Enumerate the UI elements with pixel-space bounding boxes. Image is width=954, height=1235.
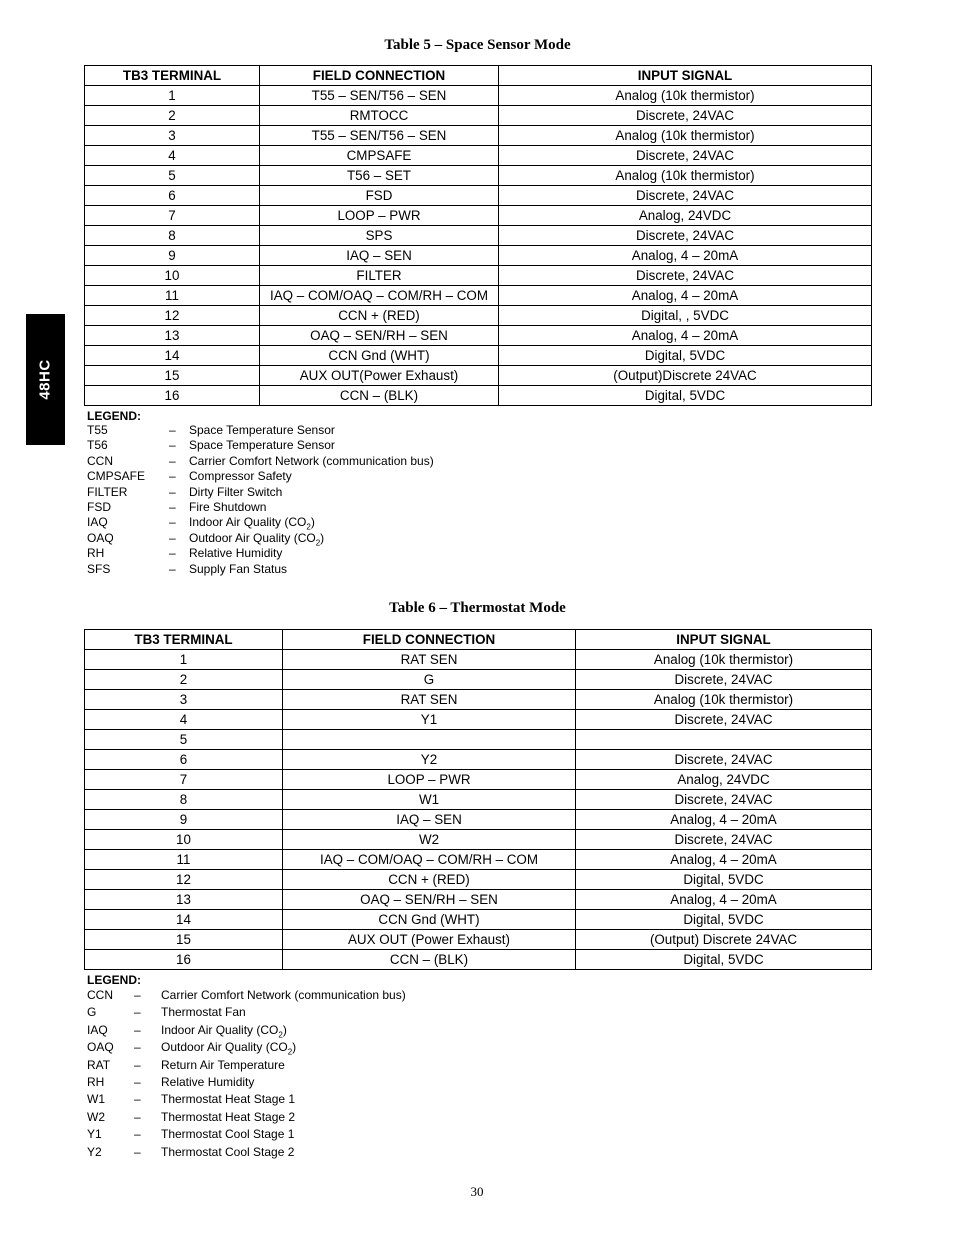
legend-description-text: Return Air Temperature [161, 1057, 285, 1072]
table-cell: 15 [85, 930, 283, 950]
section-tab [26, 314, 65, 445]
table-cell: 4 [85, 146, 260, 166]
legend-dash: – [169, 561, 176, 576]
table-cell: Discrete, 24VAC [499, 266, 872, 286]
legend-description-text: Outdoor Air Quality (CO [189, 530, 316, 545]
table-row [85, 146, 872, 166]
table-cell: 14 [85, 910, 283, 930]
table-row [85, 106, 872, 126]
column-header: TB3 TERMINAL [85, 630, 283, 650]
table6-title: Table 6 – Thermostat Mode [389, 600, 566, 616]
legend-subscript: 2 [287, 1047, 293, 1057]
legend-description [189, 515, 315, 531]
table-cell: OAQ – SEN/RH – SEN [283, 890, 576, 910]
table-cell: Digital, 5VDC [576, 910, 872, 930]
table-cell: 13 [85, 326, 260, 346]
table-row [85, 950, 872, 970]
table-row [85, 850, 872, 870]
table-row [85, 166, 872, 186]
legend-abbreviation: SFS [87, 561, 111, 576]
table-cell: 4 [85, 710, 283, 730]
legend-dash: – [169, 438, 176, 453]
table-cell: 9 [85, 246, 260, 266]
legend-description-text: Carrier Comfort Network (communication bus) [189, 453, 434, 468]
table-cell [576, 730, 872, 750]
table-cell: W2 [283, 830, 576, 850]
table-row [85, 870, 872, 890]
table-row [85, 910, 872, 930]
legend-dash: – [169, 423, 176, 437]
table-cell: OAQ – SEN/RH – SEN [260, 326, 499, 346]
legend-abbreviation: FSD [87, 499, 111, 514]
table5-space-sensor-mode [84, 65, 872, 406]
table-cell: 1 [85, 650, 283, 670]
table-cell: 10 [85, 266, 260, 286]
table-cell: FSD [260, 186, 499, 206]
legend-abbreviation: OAQ [87, 1040, 114, 1055]
table-row [85, 326, 872, 346]
legend-abbreviation: IAQ [87, 515, 108, 530]
legend-description [161, 1023, 287, 1039]
table-row [85, 690, 872, 710]
table-cell: IAQ – SEN [283, 810, 576, 830]
legend-description-text: Relative Humidity [161, 1074, 255, 1089]
table-cell: 6 [85, 186, 260, 206]
legend-description [189, 500, 266, 514]
table-cell: 14 [85, 346, 260, 366]
table-cell: RAT SEN [283, 690, 576, 710]
table-cell: 10 [85, 830, 283, 850]
legend-dash: – [169, 546, 176, 561]
legend-description-text: Relative Humidity [189, 546, 283, 561]
table-cell: Discrete, 24VAC [576, 710, 872, 730]
table-cell: Y1 [283, 710, 576, 730]
table-cell: Analog, 4 – 20mA [499, 286, 872, 306]
table-cell: SPS [260, 226, 499, 246]
table-cell: Analog, 4 – 20mA [499, 246, 872, 266]
legend-description [161, 1110, 295, 1124]
table-cell: 5 [85, 730, 283, 750]
table-cell: FILTER [260, 266, 499, 286]
legend-description-tail: ) [282, 1022, 287, 1037]
legend-description-text: Thermostat Cool Stage 1 [161, 1127, 295, 1142]
legend-dash: – [134, 1040, 141, 1055]
legend-abbreviation: W1 [87, 1092, 105, 1107]
legend-description-text: Indoor Air Quality (CO [189, 515, 307, 530]
table-cell: Discrete, 24VAC [499, 106, 872, 126]
table-cell: Digital, 5VDC [576, 950, 872, 970]
column-header: FIELD CONNECTION [283, 630, 576, 650]
table-cell: 2 [85, 670, 283, 690]
table-row [85, 246, 872, 266]
legend-dash: – [169, 515, 176, 530]
table-cell: IAQ – COM/OAQ – COM/RH – COM [260, 286, 499, 306]
page-number: 30 [470, 1184, 484, 1199]
table-cell: Y2 [283, 750, 576, 770]
table-cell: Analog (10k thermistor) [576, 650, 872, 670]
table-cell: 3 [85, 690, 283, 710]
table-cell: 11 [85, 286, 260, 306]
legend-dash: – [134, 1109, 141, 1124]
table-cell: 11 [85, 850, 283, 870]
legend-description [161, 988, 406, 1002]
legend-description [161, 1058, 285, 1072]
table-cell: 5 [85, 166, 260, 186]
table-cell: Discrete, 24VAC [576, 830, 872, 850]
table-cell: Analog, 4 – 20mA [576, 810, 872, 830]
table-cell: Discrete, 24VAC [499, 186, 872, 206]
table-cell: 6 [85, 750, 283, 770]
legend-abbreviation: Y2 [87, 1144, 102, 1159]
table-cell: Analog, 4 – 20mA [576, 890, 872, 910]
table-cell: T55 – SEN/T56 – SEN [260, 126, 499, 146]
table-row [85, 710, 872, 730]
section-tab-label: 48HC [37, 359, 55, 400]
legend-description-text: Space Temperature Sensor [189, 438, 335, 453]
table-row [85, 670, 872, 690]
legend-subscript: 2 [278, 1030, 283, 1040]
table-row [85, 126, 872, 146]
table-row [85, 890, 872, 910]
table-cell: 8 [85, 790, 283, 810]
legend-abbreviation: FILTER [87, 484, 128, 499]
legend-dash: – [134, 1005, 141, 1020]
legend-description [161, 1040, 296, 1056]
legend-description-text: Thermostat Heat Stage 2 [161, 1109, 296, 1124]
table-cell: Discrete, 24VAC [499, 226, 872, 246]
legend-description [161, 1145, 294, 1159]
legend-description-text: Dirty Filter Switch [189, 484, 283, 499]
legend-description-text: Supply Fan Status [189, 561, 288, 576]
legend-description [189, 562, 287, 576]
legend-dash: – [169, 530, 176, 545]
legend-description [189, 546, 282, 560]
legend-description-tail: ) [292, 1040, 297, 1055]
table-row [85, 770, 872, 790]
table-row [85, 750, 872, 770]
legend-abbreviation: IAQ [87, 1022, 108, 1037]
legend-description [189, 423, 335, 437]
table-cell: Discrete, 24VAC [576, 790, 872, 810]
table-cell: Analog (10k thermistor) [499, 86, 872, 106]
table-cell: Analog (10k thermistor) [576, 690, 872, 710]
column-header: INPUT SIGNAL [576, 630, 872, 650]
table-cell: Digital, 5VDC [499, 346, 872, 366]
legend-description-text: Indoor Air Quality (CO [161, 1022, 279, 1037]
legend-description-tail: ) [320, 530, 325, 545]
table-cell: Analog (10k thermistor) [499, 166, 872, 186]
legend-abbreviation: CCN [87, 988, 113, 1002]
legend-description [189, 454, 434, 468]
table-row [85, 186, 872, 206]
table-row [85, 306, 872, 326]
table-row [85, 650, 872, 670]
legend-dash: – [134, 1022, 141, 1037]
table-row [85, 86, 872, 106]
table-cell: 2 [85, 106, 260, 126]
legend-abbreviation: OAQ [87, 530, 114, 545]
table-cell: 15 [85, 366, 260, 386]
legend-description [161, 1005, 246, 1019]
table-cell: Analog, 24VDC [499, 206, 872, 226]
column-header: TB3 TERMINAL [85, 66, 260, 86]
table-cell: T55 – SEN/T56 – SEN [260, 86, 499, 106]
table-row [85, 226, 872, 246]
table-cell: LOOP – PWR [283, 770, 576, 790]
table-cell: RMTOCC [260, 106, 499, 126]
table-cell: W1 [283, 790, 576, 810]
table-cell: Discrete, 24VAC [499, 146, 872, 166]
table-cell: AUX OUT(Power Exhaust) [260, 366, 499, 386]
table-cell: 9 [85, 810, 283, 830]
legend-dash: – [134, 1127, 141, 1142]
legend-dash: – [134, 1144, 141, 1159]
legend-description-text: Thermostat Fan [161, 1005, 246, 1020]
table-cell: Discrete, 24VAC [576, 670, 872, 690]
legend-dash: – [169, 484, 176, 499]
table-cell [283, 730, 576, 750]
legend-description [189, 469, 292, 483]
legend-abbreviation: CCN [87, 453, 113, 468]
table-cell: CMPSAFE [260, 146, 499, 166]
legend-dash: – [134, 1092, 141, 1107]
table-cell: 8 [85, 226, 260, 246]
table-cell: LOOP – PWR [260, 206, 499, 226]
column-header: FIELD CONNECTION [260, 66, 499, 86]
legend-dash: – [134, 1074, 141, 1089]
legend-description-text: Thermostat Heat Stage 1 [161, 1092, 296, 1107]
table-cell: IAQ – COM/OAQ – COM/RH – COM [283, 850, 576, 870]
legend-abbreviation: T55 [87, 423, 108, 437]
table-cell: (Output) Discrete 24VAC [576, 930, 872, 950]
table-cell: RAT SEN [283, 650, 576, 670]
legend-abbreviation: W2 [87, 1109, 105, 1124]
legend-dash: – [169, 499, 176, 514]
table-cell: Digital, , 5VDC [499, 306, 872, 326]
table-row [85, 266, 872, 286]
table-cell: 7 [85, 206, 260, 226]
legend-description [161, 1127, 294, 1141]
table-header-row [85, 66, 872, 86]
table6-thermostat-mode [84, 629, 872, 970]
table-cell: Analog, 4 – 20mA [576, 850, 872, 870]
table-header-row [85, 630, 872, 650]
legend-description-text: Compressor Safety [189, 469, 292, 484]
legend-subscript: 2 [306, 522, 311, 532]
legend-abbreviation: G [87, 1005, 97, 1020]
table-cell: Discrete, 24VAC [576, 750, 872, 770]
legend-description-tail: ) [310, 515, 315, 530]
legend-description [189, 485, 282, 499]
table-row [85, 730, 872, 750]
table-cell: CCN Gnd (WHT) [260, 346, 499, 366]
legend-description-text: Space Temperature Sensor [189, 423, 335, 437]
table-cell: CCN – (BLK) [260, 386, 499, 406]
table-cell: T56 – SET [260, 166, 499, 186]
table-cell: G [283, 670, 576, 690]
table-cell: 1 [85, 86, 260, 106]
table-cell: Analog, 24VDC [576, 770, 872, 790]
table-row [85, 810, 872, 830]
legend-dash: – [134, 1057, 141, 1072]
table-row [85, 366, 872, 386]
legend-abbreviation: CMPSAFE [87, 469, 146, 484]
legend-description [189, 531, 324, 547]
legend-description [189, 438, 335, 452]
table-cell: Analog, 4 – 20mA [499, 326, 872, 346]
legend-dash: – [169, 453, 176, 468]
table-cell: 13 [85, 890, 283, 910]
table-cell: Digital, 5VDC [499, 386, 872, 406]
column-header: INPUT SIGNAL [499, 66, 872, 86]
table-cell: 16 [85, 386, 260, 406]
table-cell: CCN Gnd (WHT) [283, 910, 576, 930]
table-cell: 3 [85, 126, 260, 146]
table-row [85, 830, 872, 850]
table-cell: (Output)Discrete 24VAC [499, 366, 872, 386]
table-cell: CCN – (BLK) [283, 950, 576, 970]
table-cell: AUX OUT (Power Exhaust) [283, 930, 576, 950]
table-cell: 16 [85, 950, 283, 970]
table-row [85, 346, 872, 366]
legend-dash: – [169, 469, 176, 484]
legend-description-text: Thermostat Cool Stage 2 [161, 1144, 295, 1159]
legend-abbreviation: RH [87, 546, 105, 561]
legend-abbreviation: T56 [87, 438, 108, 453]
legend-description-text: Fire Shutdown [189, 499, 267, 514]
table-cell: CCN + (RED) [283, 870, 576, 890]
table-cell: CCN + (RED) [260, 306, 499, 326]
table-cell: 7 [85, 770, 283, 790]
table-cell: 12 [85, 306, 260, 326]
table-row [85, 286, 872, 306]
legend-abbreviation: RH [87, 1074, 105, 1089]
legend-abbreviation: RAT [87, 1057, 111, 1072]
table-cell: 12 [85, 870, 283, 890]
table-cell: IAQ – SEN [260, 246, 499, 266]
table5-legend-title: LEGEND: [87, 409, 141, 423]
legend-description [161, 1075, 254, 1089]
legend-description [161, 1092, 295, 1106]
legend-abbreviation: Y1 [87, 1127, 102, 1142]
table-row [85, 930, 872, 950]
legend-description-text: Outdoor Air Quality (CO [161, 1040, 288, 1055]
table-row [85, 790, 872, 810]
legend-dash: – [134, 988, 141, 1002]
table6-legend-title: LEGEND: [87, 973, 141, 987]
table5-title: Table 5 – Space Sensor Mode [384, 37, 571, 53]
table-row [85, 386, 872, 406]
legend-description-text: Carrier Comfort Network (communication bus) [161, 988, 406, 1002]
table-cell: Digital, 5VDC [576, 870, 872, 890]
table-row [85, 206, 872, 226]
table-cell: Analog (10k thermistor) [499, 126, 872, 146]
legend-subscript: 2 [315, 538, 321, 548]
